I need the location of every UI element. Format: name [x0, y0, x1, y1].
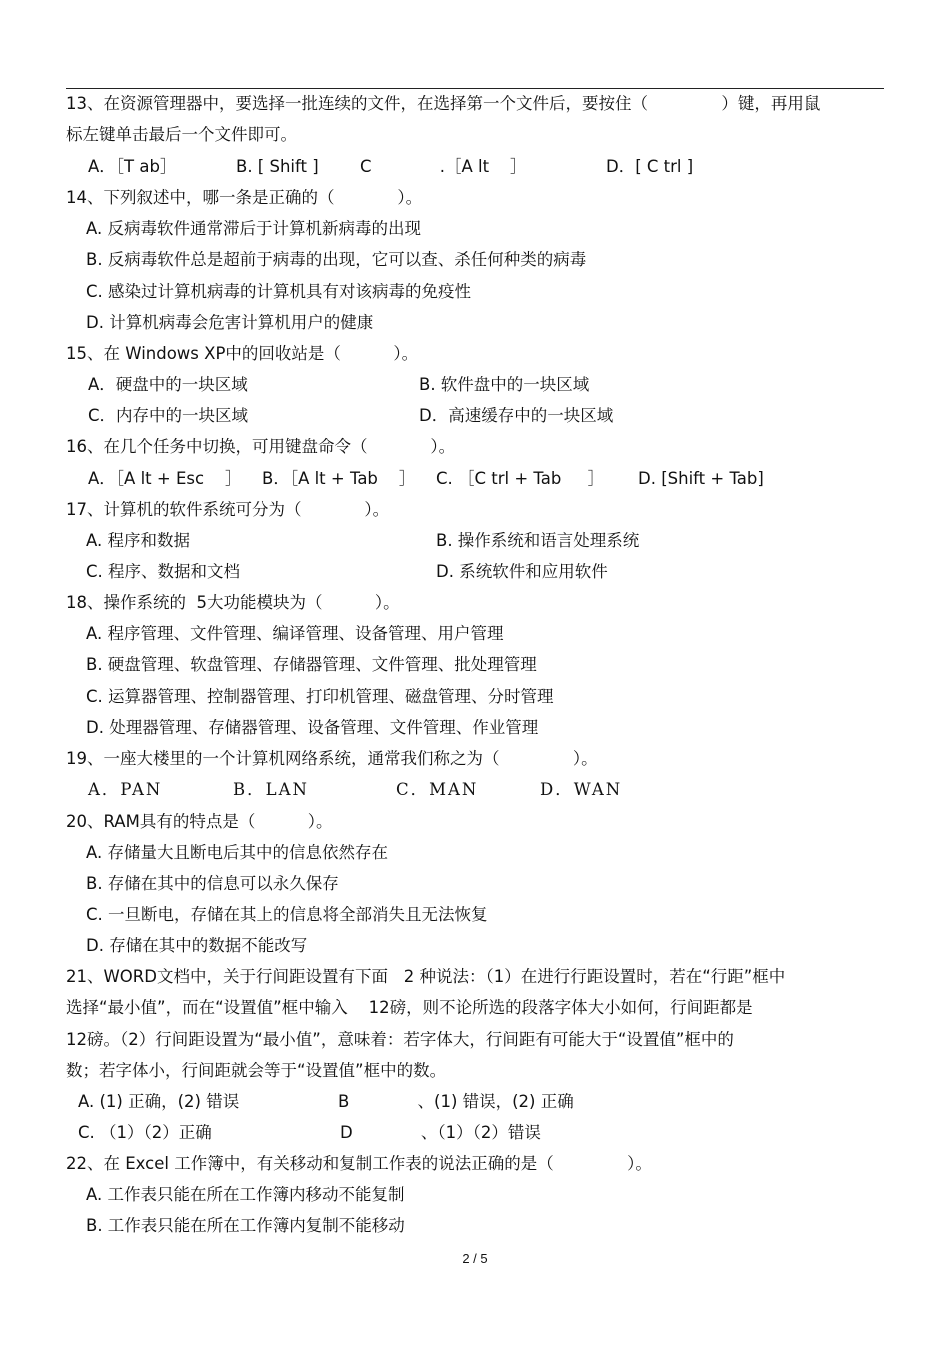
- q15-stem: 15、在 Windows XP中的回收站是（ ）。: [66, 344, 419, 363]
- q22-stem: 22、在 Excel 工作簿中，有关移动和复制工作表的说法正确的是（ ）。: [66, 1154, 652, 1173]
- q19-option-b: B．LAN: [233, 780, 309, 799]
- q19-option-a: A．PAN: [88, 780, 163, 799]
- q17-stem: 17、计算机的软件系统可分为（ ）。: [66, 500, 390, 519]
- q13-option-d: D．[ C trl ]: [606, 157, 694, 176]
- q18-option-d: D. 处理器管理、存储器管理、设备管理、文件管理、作业管理: [86, 718, 539, 737]
- q15-option-c: C．内存中的一块区域: [88, 406, 249, 425]
- q15-option-d: D．高速缓存中的一块区域: [419, 406, 614, 425]
- q18-option-b: B. 硬盘管理、软盘管理、存储器管理、文件管理、批处理管理: [86, 655, 537, 674]
- q21-stem-line1: 21、WORD文档中，关于行间距设置有下面 2 种说法：（1）在进行行距设置时，若在“行距”框中: [66, 967, 786, 986]
- q16-option-c: C. ［C trl + Tab ］: [436, 469, 605, 488]
- q20-option-a: A. 存储量大且断电后其中的信息依然存在: [86, 843, 388, 862]
- q14-option-c: C. 感染过计算机病毒的计算机具有对该病毒的免疫性: [86, 282, 472, 301]
- q16-option-d: D. [Shift + Tab]: [638, 469, 764, 488]
- q20-option-c: C. 一旦断电，存储在其上的信息将全部消失且无法恢复: [86, 905, 488, 924]
- q18-option-a: A. 程序管理、文件管理、编译管理、设备管理、用户管理: [86, 624, 504, 643]
- q22-option-b: B. 工作表只能在所在工作簿内复制不能移动: [86, 1216, 405, 1235]
- q16-stem: 16、在几个任务中切换，可用键盘命令（ ）。: [66, 437, 456, 456]
- q15-option-a: A．硬盘中的一块区域: [88, 375, 248, 394]
- q14-option-d: D. 计算机病毒会危害计算机用户的健康: [86, 313, 374, 332]
- q21-option-d: D 、（1）（2）错误: [340, 1123, 541, 1142]
- q19-stem: 19、一座大楼里的一个计算机网络系统，通常我们称之为（ ）。: [66, 749, 598, 768]
- q21-stem-line3: 12磅。（2）行间距设置为“最小值”，意味着：若字体大，行间距有可能大于“设置值”框中的: [66, 1030, 734, 1049]
- q22-option-a: A. 工作表只能在所在工作簿内移动不能复制: [86, 1185, 405, 1204]
- q15-option-b: B. 软件盘中的一块区域: [419, 375, 590, 394]
- q14-stem: 14、下列叙述中，哪一条是正确的（ ）。: [66, 188, 423, 207]
- q13-option-a: A．［T ab］: [88, 157, 177, 176]
- q17-option-c: C. 程序、数据和文档: [86, 562, 241, 581]
- q21-stem-line4: 数；若字体小，行间距就会等于“设置值”框中的数。: [66, 1061, 447, 1080]
- q14-option-a: A. 反病毒软件通常滞后于计算机新病毒的出现: [86, 219, 421, 238]
- q17-option-a: A. 程序和数据: [86, 531, 190, 550]
- q17-option-b: B. 操作系统和语言处理系统: [436, 531, 640, 550]
- q20-option-d: D. 存储在其中的数据不能改写: [86, 936, 308, 955]
- q20-option-b: B. 存储在其中的信息可以永久保存: [86, 874, 339, 893]
- q17-option-d: D. 系统软件和应用软件: [436, 562, 608, 581]
- page-number: 2 / 5: [462, 1251, 488, 1266]
- q16-option-b: B．［A lt + Tab ］: [262, 469, 416, 488]
- q13-option-c: C .［A lt ］: [360, 157, 527, 176]
- q16-option-a: A．［A lt + Esc ］: [88, 469, 242, 488]
- header-rule: [66, 88, 884, 89]
- q13-option-b: B. [ Shift ]: [236, 157, 319, 176]
- q21-option-a: A. (1) 正确，(2) 错误: [78, 1092, 240, 1111]
- q18-option-c: C. 运算器管理、控制器管理、打印机管理、磁盘管理、分时管理: [86, 687, 554, 706]
- q21-option-b: B 、(1) 错误，(2) 正确: [338, 1092, 574, 1111]
- q14-option-b: B. 反病毒软件总是超前于病毒的出现，它可以查、杀任何种类的病毒: [86, 250, 587, 269]
- q21-option-c: C. （1）（2）正确: [78, 1123, 212, 1142]
- q21-stem-line2: 选择“最小值”，而在“设置值”框中输入 12磅，则不论所选的段落字体大小如何，行间距都是: [66, 998, 753, 1017]
- q13-stem-line1: 13、在资源管理器中，要选择一批连续的文件，在选择第一个文件后，要按住（ ）键，再用鼠: [66, 94, 821, 113]
- q13-stem-line2: 标左键单击最后一个文件即可。: [66, 125, 297, 144]
- q18-stem: 18、操作系统的 5大功能模块为（ ）。: [66, 593, 400, 612]
- q20-stem: 20、RAM具有的特点是（ ）。: [66, 812, 333, 831]
- q19-option-c: C．MAN: [396, 780, 479, 799]
- q19-option-d: D．WAN: [540, 780, 623, 799]
